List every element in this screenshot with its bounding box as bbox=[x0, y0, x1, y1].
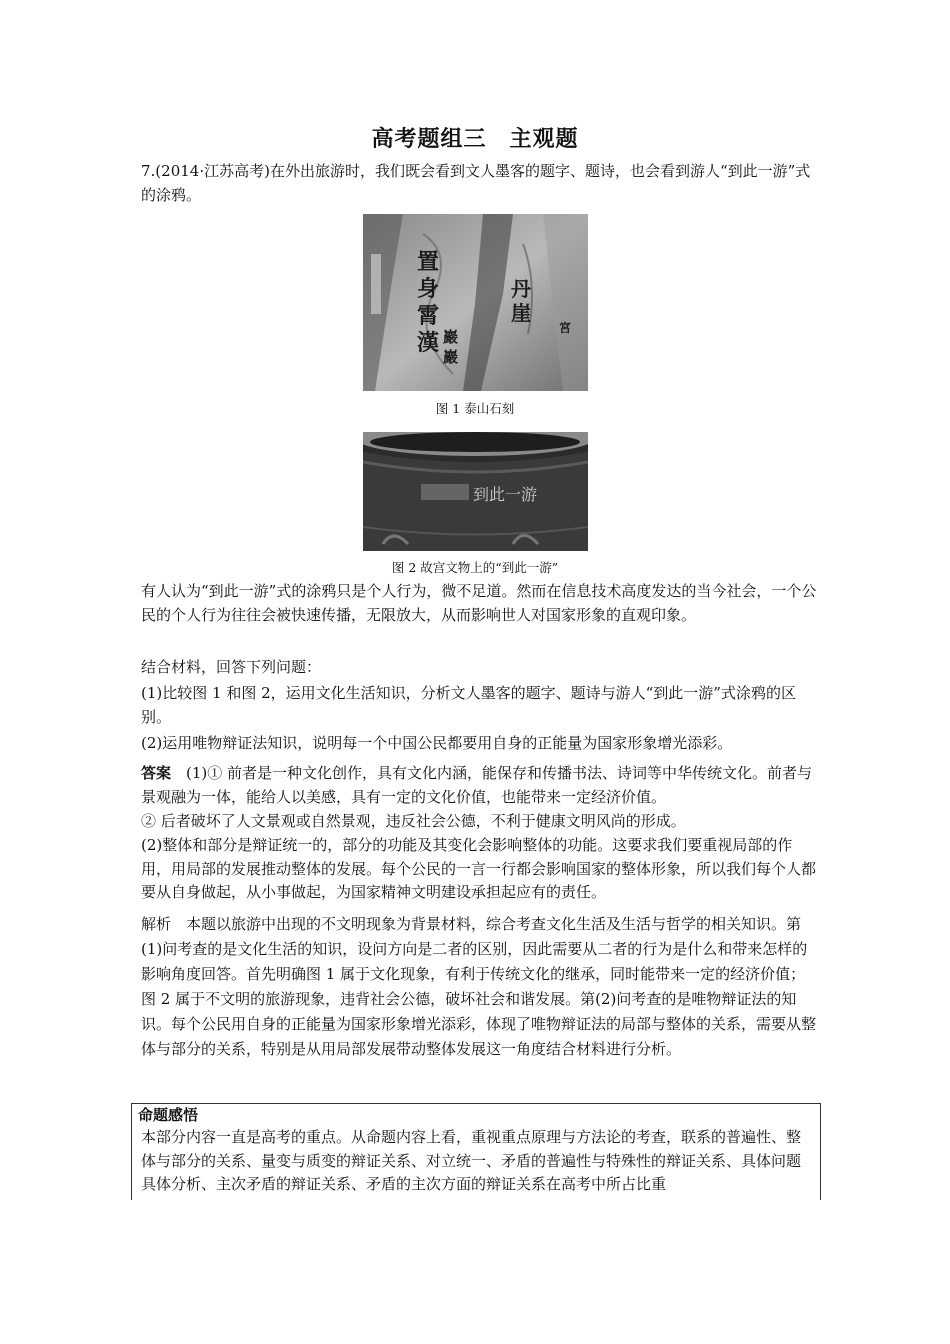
answer-part-1: (1)① 前者是一种文化创作，具有文化内涵，能保存和传播书法、诗词等中华传统文化。前者与景观融为一体，能给人以美感，具有一定的文化价值，也能带来一定经济价值。 bbox=[141, 764, 813, 806]
carved-char-8: 崖 bbox=[511, 301, 531, 325]
palace-relic-graffiti-photo bbox=[363, 432, 588, 551]
answer-label: 答案 bbox=[141, 764, 172, 782]
insight-box bbox=[131, 1103, 821, 1200]
carved-char-3: 霄 bbox=[417, 303, 440, 329]
insight-text: 本部分内容一直是高考的重点。从命题内容上看，重视重点原理与方法论的考查，联系的普遍性、整体与部分的关系、量变与质变的辩证关系、对立统一、矛盾的普遍性与特殊性的辩证关系、具体问题具体分析、主次矛盾的辩证关系、矛盾的主次方面的辩证关系在高考中所占比重 bbox=[141, 1128, 802, 1193]
question-prompt: 结合材料，回答下列问题： bbox=[141, 658, 322, 676]
figure-2-caption: 图 2 故宫文物上的“到此一游” bbox=[391, 560, 559, 575]
analysis-text: 本题以旅游中出现的不文明现象为背景材料，综合考查文化生活及生活与哲学的相关知识。第(1)问考查的是文化生活的知识，设问方向是二者的区别，因此需要从二者的行为是什么和带来怎样的影响角度回答。首先明确图 1 属于文化现象，有利于传统文化的继承，同时能带来一定的经济价值；图 2 属于不文明的旅游现象，违背社会公德，破坏社会和谐发展。第(2)问考查的是唯物辩证法的知识。每个公民用自身的正能量为国家形象增光添彩，体现了唯物辩证法的局部与整体的关系，需要从整体与部分的关系，特别是从用局部发展带动整体发展这一角度结合材料进行分析。 bbox=[141, 915, 817, 1058]
carved-char-4: 漢 bbox=[417, 330, 440, 356]
carved-char-2: 身 bbox=[417, 276, 440, 302]
graffiti-text: 到此一游 bbox=[473, 485, 538, 504]
analysis-label: 解析 bbox=[141, 915, 172, 933]
carved-char-7: 丹 bbox=[511, 277, 531, 301]
question-2: (2)运用唯物辩证法知识，说明每一个中国公民都要用自身的正能量为国家形象增光添彩。 bbox=[141, 734, 733, 752]
taishan-stone-carving-photo bbox=[363, 214, 588, 391]
answer-block bbox=[141, 762, 817, 809]
figure-1-image bbox=[363, 214, 588, 391]
carved-char-6: 巖 bbox=[443, 348, 459, 366]
answer-part-3: (2)整体和部分是辩证统一的，部分的功能及其变化会影响整体的功能。这要求我们要重视局部的作用，用局部的发展推动整体的发展。每个公民的一言一行都会影响国家的整体形象，所以我们每个人都要从自身做起，从小事做起，为国家精神文明建设承担起应有的责任。 bbox=[141, 836, 817, 901]
material-text: 有人认为“到此一游”式的涂鸦只是个人行为，微不足道。然而在信息技术高度发达的当今社会，一个公民的个人行为往往会被快速传播，无限放大，从而影响世人对国家形象的直观印象。 bbox=[141, 582, 817, 624]
page-title: 高考题组三 主观题 bbox=[371, 127, 579, 152]
carved-char-1: 置 bbox=[417, 249, 440, 275]
carved-char-5: 巖 bbox=[443, 328, 459, 346]
question-1: (1)比较图 1 和图 2，运用文化生活知识，分析文人墨客的题字、题诗与游人“到此一游”式涂鸦的区别。 bbox=[141, 684, 796, 726]
analysis-block bbox=[141, 912, 817, 1062]
question-stem: 7.(2014·江苏高考)在外出旅游时，我们既会看到文人墨客的题字、题诗，也会看到游人“到此一游”式的涂鸦。 bbox=[141, 162, 811, 204]
carved-char-9: 宮 bbox=[559, 321, 572, 335]
figure-1-caption: 图 1 泰山石刻 bbox=[435, 401, 515, 416]
insight-title: 命题感悟 bbox=[138, 1106, 199, 1124]
answer-part-2: ② 后者破坏了人文景观或自然景观，违反社会公德，不利于健康文明风尚的形成。 bbox=[141, 812, 686, 830]
figure-2-image bbox=[363, 432, 588, 551]
